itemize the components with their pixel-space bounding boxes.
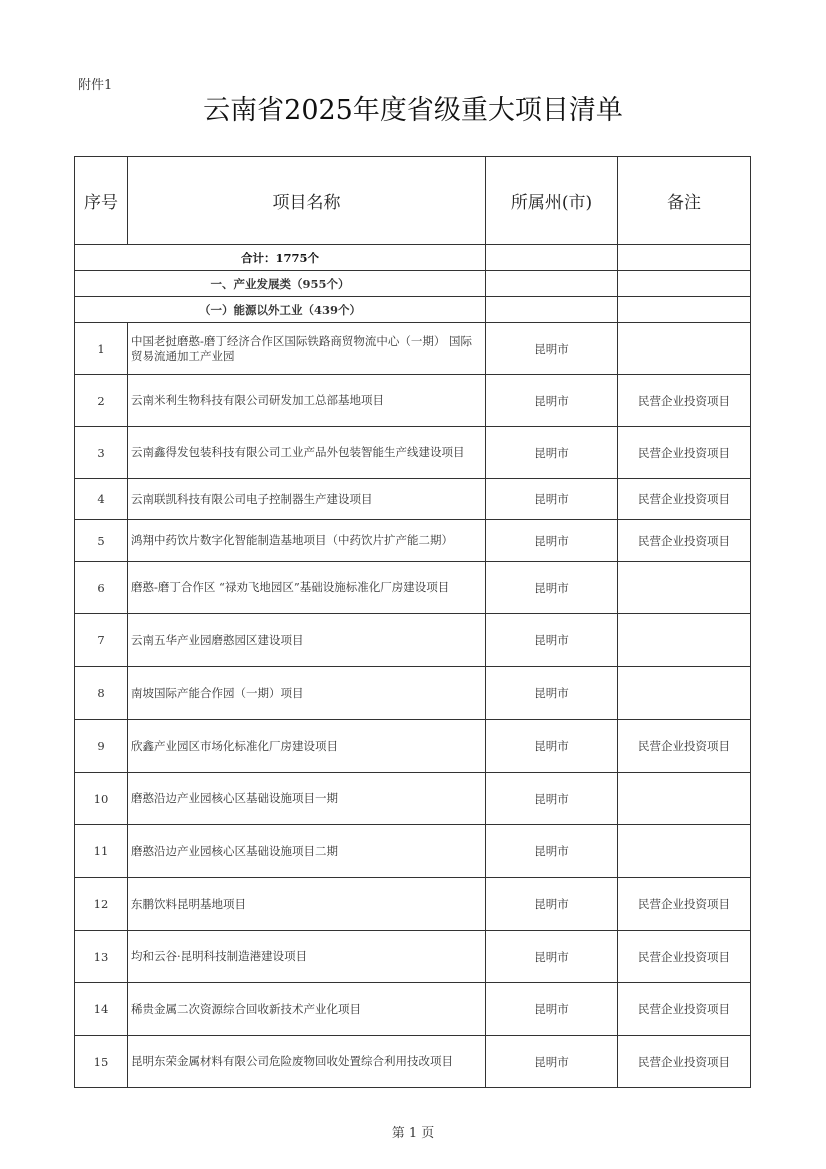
- prefecture: 昆明市: [486, 825, 618, 878]
- note: 民营企业投资项目: [618, 878, 751, 931]
- header-name: 项目名称: [128, 157, 486, 245]
- table-row: [75, 614, 751, 667]
- row-number: 9: [75, 720, 128, 773]
- note: [618, 773, 751, 825]
- total-note-cell: [618, 245, 751, 271]
- project-name: 磨憨沿边产业园核心区基础设施项目一期: [128, 773, 486, 825]
- project-name: 云南五华产业园磨憨园区建设项目: [128, 614, 486, 667]
- table-row: [75, 562, 751, 614]
- category-label: 一、产业发展类（955个）: [75, 271, 486, 297]
- header-note: 备注: [618, 157, 751, 245]
- table-row: [75, 773, 751, 825]
- row-number: 4: [75, 479, 128, 520]
- table-row: [75, 878, 751, 931]
- table-row: [75, 667, 751, 720]
- total-row: [75, 245, 751, 271]
- table-row: [75, 323, 751, 375]
- project-name: 中国老挝磨憨-磨丁经济合作区国际铁路商贸物流中心（一期） 国际贸易流通加工产业园: [128, 323, 486, 375]
- row-number: 11: [75, 825, 128, 878]
- category-prefecture-cell: [486, 271, 618, 297]
- prefecture: 昆明市: [486, 773, 618, 825]
- subcategory-row: [75, 297, 751, 323]
- project-name: 东鹏饮料昆明基地项目: [128, 878, 486, 931]
- project-name: 磨憨沿边产业园核心区基础设施项目二期: [128, 825, 486, 878]
- total-label: 合计：1775个: [75, 245, 486, 271]
- note: [618, 667, 751, 720]
- project-name: 云南米利生物科技有限公司研发加工总部基地项目: [128, 375, 486, 427]
- prefecture: 昆明市: [486, 375, 618, 427]
- row-number: 3: [75, 427, 128, 479]
- prefecture: 昆明市: [486, 323, 618, 375]
- table-row: [75, 479, 751, 520]
- row-number: 13: [75, 931, 128, 983]
- note: [618, 614, 751, 667]
- note: [618, 323, 751, 375]
- total-prefecture-cell: [486, 245, 618, 271]
- prefecture: 昆明市: [486, 720, 618, 773]
- table-row: [75, 427, 751, 479]
- row-number: 1: [75, 323, 128, 375]
- note: [618, 825, 751, 878]
- row-number: 10: [75, 773, 128, 825]
- project-table: [74, 156, 751, 1088]
- table-row: [75, 720, 751, 773]
- project-name: 南坡国际产能合作园（一期）项目: [128, 667, 486, 720]
- subcategory-note-cell: [618, 297, 751, 323]
- prefecture: 昆明市: [486, 878, 618, 931]
- table-header-row: [75, 157, 751, 245]
- subcategory-prefecture-cell: [486, 297, 618, 323]
- row-number: 5: [75, 520, 128, 562]
- table-row: [75, 931, 751, 983]
- prefecture: 昆明市: [486, 667, 618, 720]
- project-name: 云南联凯科技有限公司电子控制器生产建设项目: [128, 479, 486, 520]
- note: 民营企业投资项目: [618, 720, 751, 773]
- prefecture: 昆明市: [486, 931, 618, 983]
- note: 民营企业投资项目: [618, 983, 751, 1036]
- table-row: [75, 825, 751, 878]
- note: [618, 562, 751, 614]
- row-number: 15: [75, 1036, 128, 1088]
- row-number: 14: [75, 983, 128, 1036]
- row-number: 7: [75, 614, 128, 667]
- subcategory-label: （一）能源以外工业（439个）: [75, 297, 486, 323]
- row-number: 6: [75, 562, 128, 614]
- prefecture: 昆明市: [486, 562, 618, 614]
- category-row: [75, 271, 751, 297]
- table-row: [75, 1036, 751, 1088]
- table-row: [75, 375, 751, 427]
- prefecture: 昆明市: [486, 427, 618, 479]
- project-name: 鸿翔中药饮片数字化智能制造基地项目（中药饮片扩产能二期）: [128, 520, 486, 562]
- note: 民营企业投资项目: [618, 375, 751, 427]
- prefecture: 昆明市: [486, 520, 618, 562]
- prefecture: 昆明市: [486, 614, 618, 667]
- row-number: 12: [75, 878, 128, 931]
- note: 民营企业投资项目: [618, 479, 751, 520]
- row-number: 2: [75, 375, 128, 427]
- header-prefecture: 所属州(市): [486, 157, 618, 245]
- project-name: 云南鑫得发包装科技有限公司工业产品外包装智能生产线建设项目: [128, 427, 486, 479]
- project-name: 稀贵金属二次资源综合回收新技术产业化项目: [128, 983, 486, 1036]
- note: 民营企业投资项目: [618, 931, 751, 983]
- header-no: 序号: [75, 157, 128, 245]
- project-name: 均和云谷·昆明科技制造港建设项目: [128, 931, 486, 983]
- table-row: [75, 983, 751, 1036]
- project-name: 磨憨-磨丁合作区 “禄劝飞地园区”基础设施标准化厂房建设项目: [128, 562, 486, 614]
- attachment-label: 附件1: [78, 78, 113, 93]
- note: 民营企业投资项目: [618, 1036, 751, 1088]
- prefecture: 昆明市: [486, 479, 618, 520]
- project-name: 欣鑫产业园区市场化标准化厂房建设项目: [128, 720, 486, 773]
- table-row: [75, 520, 751, 562]
- page-footer: 第 1 页: [391, 1126, 435, 1141]
- note: 民营企业投资项目: [618, 520, 751, 562]
- note: 民营企业投资项目: [618, 427, 751, 479]
- row-number: 8: [75, 667, 128, 720]
- document-title: 云南省2025年度省级重大项目清单: [203, 95, 623, 126]
- prefecture: 昆明市: [486, 1036, 618, 1088]
- category-note-cell: [618, 271, 751, 297]
- project-name: 昆明东荣金属材料有限公司危险废物回收处置综合利用技改项目: [128, 1036, 486, 1088]
- prefecture: 昆明市: [486, 983, 618, 1036]
